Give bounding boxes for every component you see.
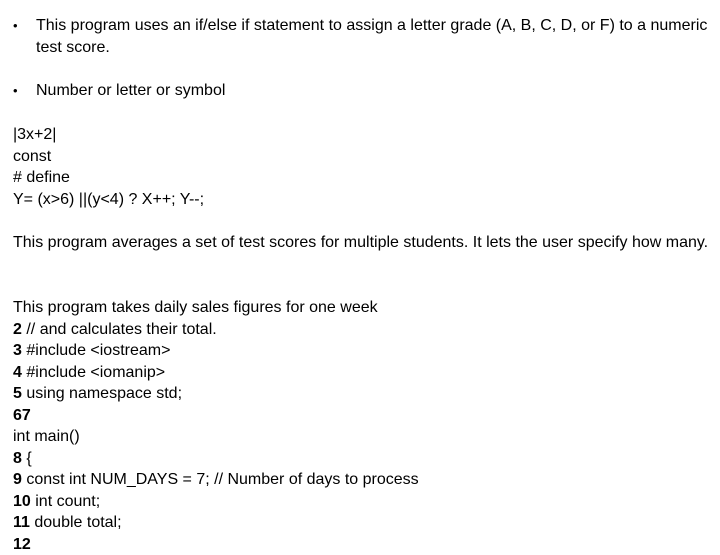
line-number: 9 <box>13 471 22 488</box>
line-text: int main() <box>13 428 80 445</box>
listing-line <box>13 534 713 555</box>
line-text: #include <iostream> <box>26 342 170 359</box>
description-paragraph <box>13 232 713 254</box>
bullet-item <box>0 80 712 102</box>
line-number: 4 <box>13 364 22 381</box>
code-line: |3x+2| <box>13 124 713 146</box>
code-line: # define <box>13 167 713 189</box>
paragraph-text: This program averages a set of test scores for multiple students. It lets the user specify how many. <box>13 232 713 254</box>
code-listing <box>13 297 713 555</box>
line-number: 3 <box>13 342 22 359</box>
bullet-list <box>0 15 712 102</box>
line-number: 2 <box>13 321 22 338</box>
line-text: { <box>26 450 31 467</box>
line-number: 12 <box>13 536 31 553</box>
listing-line <box>13 340 713 362</box>
listing-line <box>13 362 713 384</box>
listing-line <box>13 469 713 491</box>
listing-line <box>13 405 713 427</box>
listing-line <box>13 448 713 470</box>
code-snippet <box>13 124 713 210</box>
line-text: #include <iomanip> <box>26 364 165 381</box>
line-text: using namespace std; <box>26 385 182 402</box>
line-number: 8 <box>13 450 22 467</box>
listing-title: This program takes daily sales figures for one week <box>13 297 713 319</box>
listing-line <box>13 426 713 448</box>
line-text: double total; <box>34 514 121 531</box>
bullet-text: This program uses an if/else if statement to assign a letter grade (A, B, C, D, or F) to a numeric test score. <box>36 17 707 56</box>
bullet-icon: • <box>13 15 18 37</box>
code-line: const <box>13 146 713 168</box>
bullet-icon: • <box>13 80 18 102</box>
listing-lines <box>13 319 713 555</box>
line-number: 5 <box>13 385 22 402</box>
bullet-item <box>0 15 712 58</box>
listing-line <box>13 383 713 405</box>
listing-line <box>13 319 713 341</box>
line-number: 67 <box>13 407 31 424</box>
line-number: 11 <box>13 514 30 531</box>
bullet-text: Number or letter or symbol <box>36 82 225 99</box>
listing-line <box>13 512 713 534</box>
line-number: 10 <box>13 493 31 510</box>
listing-line <box>13 491 713 513</box>
line-text: int count; <box>35 493 100 510</box>
code-line: Y= (x>6) ||(y<4) ? X++; Y--; <box>13 189 713 211</box>
line-text: // and calculates their total. <box>26 321 216 338</box>
line-text: const int NUM_DAYS = 7; // Number of days to process <box>26 471 418 488</box>
